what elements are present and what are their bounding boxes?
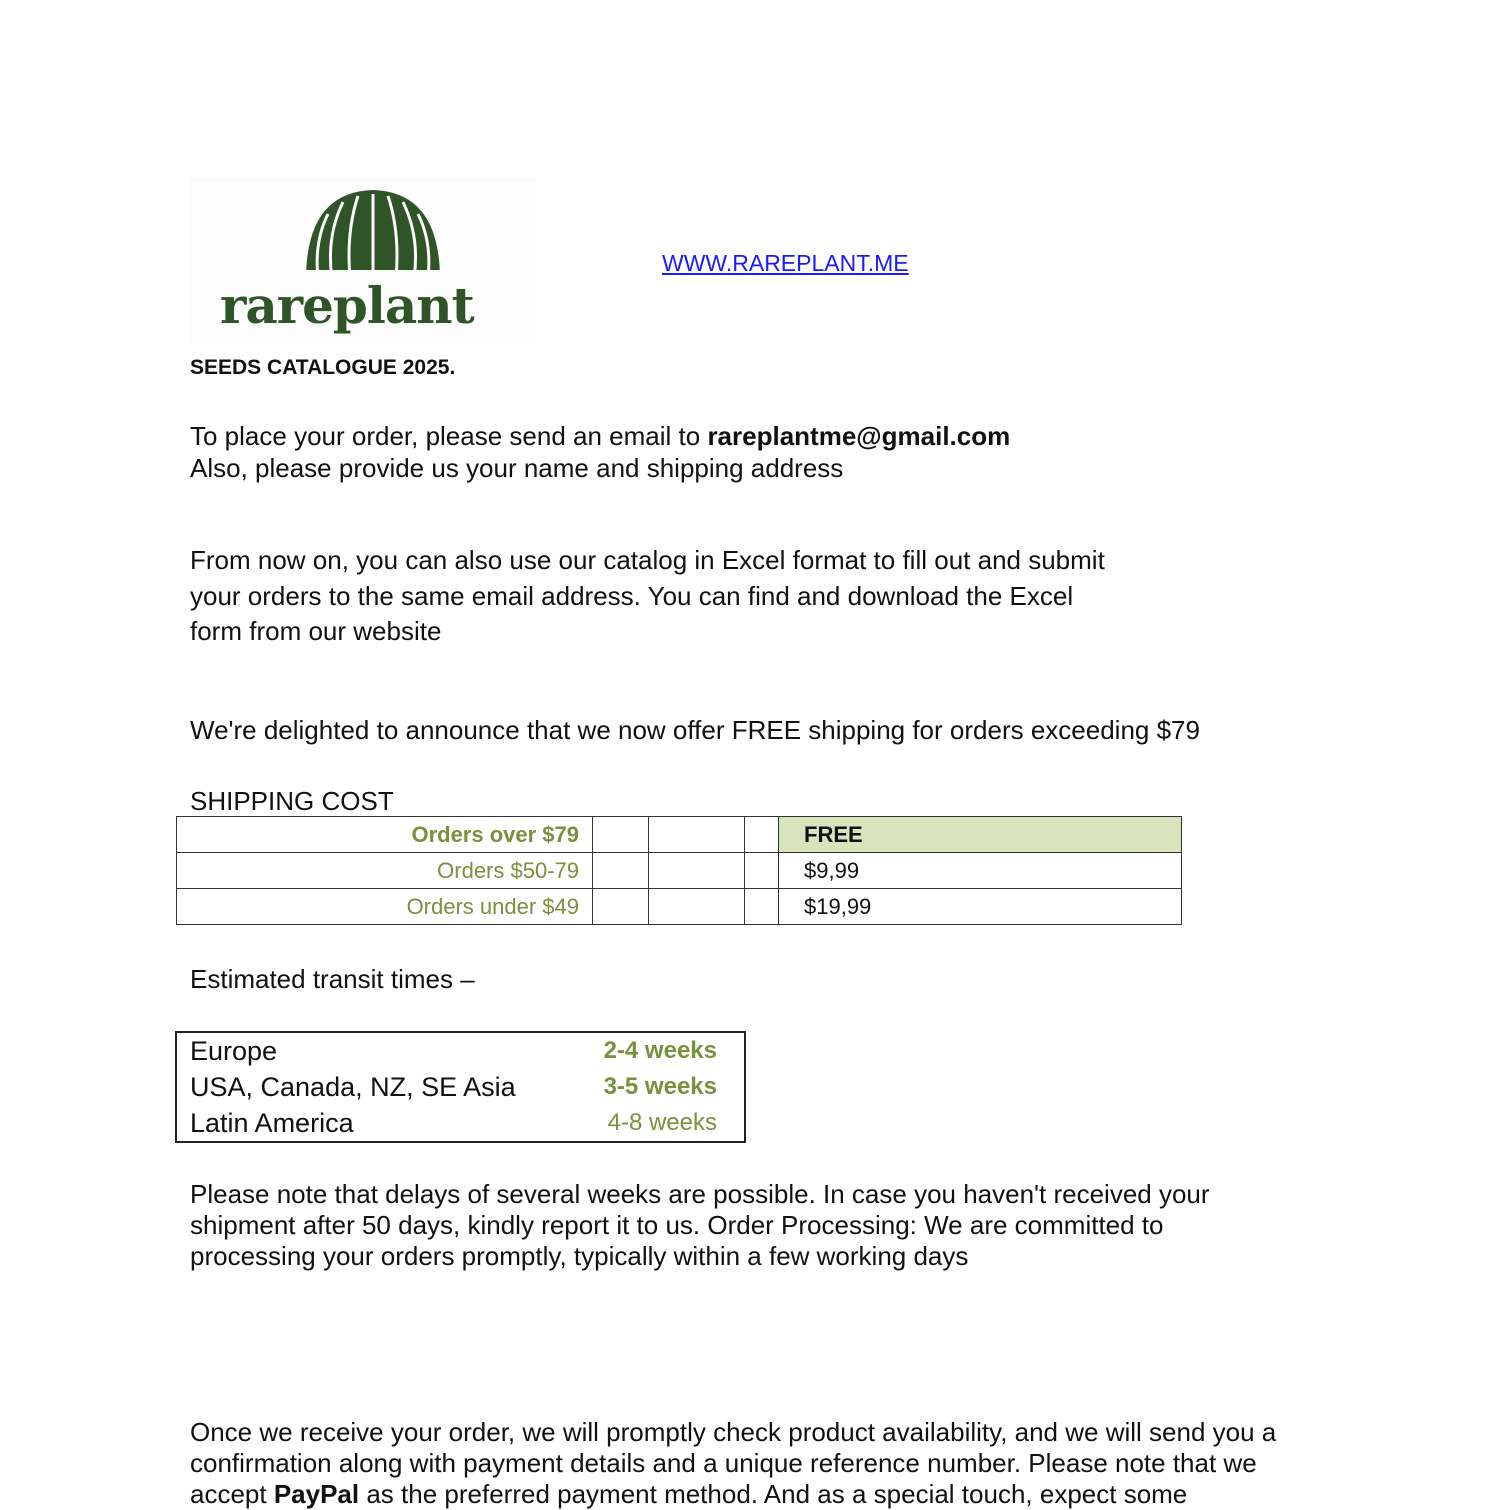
table-row [177,889,1182,925]
shipping-value: FREE [779,817,1182,853]
payment-line: Once we receive your order, we will promptly check product availability, and we will send you a [190,1417,1277,1447]
shipping-label: Orders under $49 [177,889,593,925]
shipping-cost-table [176,816,1182,925]
shipping-cost-title: SHIPPING COST [190,786,394,816]
shipping-label: Orders $50-79 [177,853,593,889]
payment-line: accept PayPal as the preferred payment method. And as a special touch, expect some [190,1479,1188,1509]
shipping-value: $19,99 [779,889,1182,925]
table-row [177,853,1182,889]
transit-time: 2-4 weeks [603,1037,717,1064]
payment-line: confirmation along with payment details and a unique reference number. Please note that we [190,1448,1257,1478]
free-shipping-announcement: We're delighted to announce that we now offer FREE shipping for orders exceeding $79 [190,715,1200,745]
delay-note [190,1179,1210,1272]
order-text: To place your order, please send an email to [190,421,708,451]
excel-line: form from our website [190,616,442,646]
transit-title: Estimated transit times – [190,964,475,994]
shipping-value: $9,99 [779,853,1182,889]
website-link[interactable]: WWW.RAREPLANT.ME [662,250,909,276]
region: USA, Canada, NZ, SE Asia [190,1071,516,1102]
paypal-text: PayPal [273,1479,360,1509]
table-row [176,1032,745,1069]
address-text: Also, please provide us your name and shipping address [190,453,844,483]
region: Latin America [190,1107,354,1138]
shipping-label: Orders over $79 [177,817,593,853]
excel-info [190,543,1105,650]
logo-text: rareplant [220,276,474,335]
transit-time: 4-8 weeks [607,1109,717,1136]
cactus-icon [298,182,448,282]
excel-line: your orders to the same email address. You can find and download the Excel [190,580,1074,611]
table-row [177,817,1182,853]
catalogue-title: SEEDS CATALOGUE 2025. [190,356,456,379]
note-line: Please note that delays of several weeks are possible. In case you haven't received your [190,1179,1210,1209]
note-line: shipment after 50 days, kindly report it to us. Order Processing: We are committed to [190,1210,1164,1240]
transit-time: 3-5 weeks [603,1073,717,1100]
note-line: processing your orders promptly, typically within a few working days [190,1241,969,1271]
excel-line: From now on, you can also use our catalog in Excel format to fill out and submit [190,545,1105,575]
payment-info [190,1417,1276,1510]
transit-times-table [175,1031,746,1143]
order-instructions [190,420,1010,484]
email-address: rareplantme@gmail.com [707,421,1011,451]
rareplant-logo [190,178,536,344]
region: Europe [190,1035,278,1066]
table-row [176,1069,745,1105]
table-row [176,1105,745,1142]
